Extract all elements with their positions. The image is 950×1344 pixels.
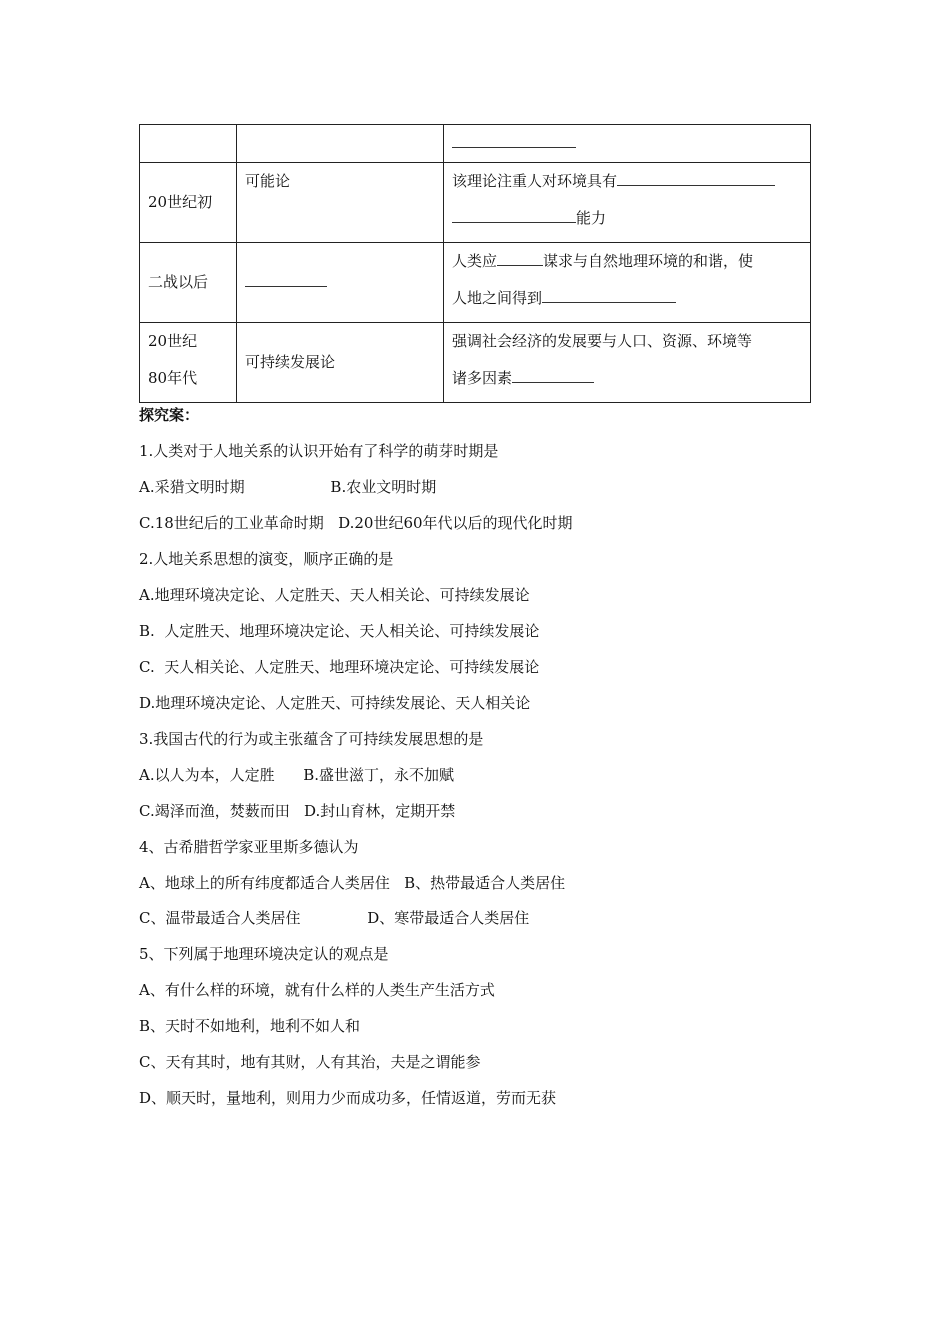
description-cell	[444, 125, 811, 163]
fill-blank	[542, 280, 676, 303]
fill-blank	[512, 360, 594, 383]
description-text: 人地之间得到	[452, 289, 543, 307]
question-line: 5、下列属于地理环境决定认的观点是	[139, 945, 389, 963]
question-line: 2.人地关系思想的演变，顺序正确的是	[139, 550, 394, 568]
question-line: A、有什么样的环境，就有什么样的人类生产生活方式	[139, 981, 495, 999]
period-cell	[140, 323, 237, 403]
theory-table	[139, 124, 811, 403]
question-line: B. 人定胜天、地理环境决定论、天人相关论、可持续发展论	[139, 622, 540, 640]
period-text: 20世纪	[148, 332, 198, 350]
question-line: C、天有其时，地有其财，人有其治，夫是之谓能参	[139, 1053, 481, 1071]
question-line: D.地理环境决定论、人定胜天、可持续发展论、天人相关论	[139, 694, 531, 712]
description-text: 该理论注重人对环境具有	[452, 172, 618, 190]
question-line: C. 天人相关论、人定胜天、地理环境决定论、可持续发展论	[139, 658, 540, 676]
section-title: 探究案：	[139, 406, 200, 424]
period-cell: 20世纪初	[140, 163, 237, 243]
question-line: A、地球上的所有纬度都适合人类居住 B、热带最适合人类居住	[139, 874, 566, 892]
fill-blank	[245, 264, 327, 287]
description-text: 谋求与自然地理环境的和谐，使	[543, 252, 754, 270]
theory-cell	[237, 125, 444, 163]
question-line: A.地理环境决定论、人定胜天、天人相关论、可持续发展论	[139, 586, 530, 604]
description-text: 诸多因素	[452, 369, 513, 387]
question-line: 4、古希腊哲学家亚里斯多德认为	[139, 838, 359, 856]
table-row	[140, 163, 811, 243]
fill-blank	[452, 125, 576, 148]
period-text: 80年代	[148, 369, 198, 387]
theory-cell	[237, 243, 444, 323]
table-row	[140, 323, 811, 403]
theory-cell: 可持续发展论	[237, 323, 444, 403]
description-text: 强调社会经济的发展要与人口、资源、环境等	[452, 332, 753, 350]
description-cell	[444, 323, 811, 403]
table-row	[140, 125, 811, 163]
question-line: A.以人为本，人定胜 B.盛世滋丁，永不加赋	[139, 766, 455, 784]
fill-blank	[497, 243, 543, 266]
period-cell: 二战以后	[140, 243, 237, 323]
period-cell	[140, 125, 237, 163]
question-line: A.采猎文明时期 B.农业文明时期	[139, 478, 437, 496]
question-line: 3.我国古代的行为或主张蕴含了可持续发展思想的是	[139, 730, 484, 748]
fill-blank	[452, 200, 576, 223]
table-row	[140, 243, 811, 323]
question-line: C、温带最适合人类居住 D、寒带最适合人类居住	[139, 909, 530, 927]
question-line: D、顺天时，量地利，则用力少而成功多，任情返道，劳而无获	[139, 1089, 557, 1107]
description-text: 能力	[576, 209, 607, 227]
description-cell	[444, 163, 811, 243]
question-line: 1.人类对于人地关系的认识开始有了科学的萌芽时期是	[139, 442, 499, 460]
fill-blank	[617, 163, 775, 186]
description-text: 人类应	[452, 252, 498, 270]
question-line: B、天时不如地利，地利不如人和	[139, 1017, 361, 1035]
question-line: C.18世纪后的工业革命时期 D.20世纪60年代以后的现代化时期	[139, 514, 573, 532]
question-line: C.竭泽而渔，焚薮而田 D.封山育林，定期开禁	[139, 802, 456, 820]
theory-cell: 可能论	[237, 163, 444, 243]
description-cell	[444, 243, 811, 323]
